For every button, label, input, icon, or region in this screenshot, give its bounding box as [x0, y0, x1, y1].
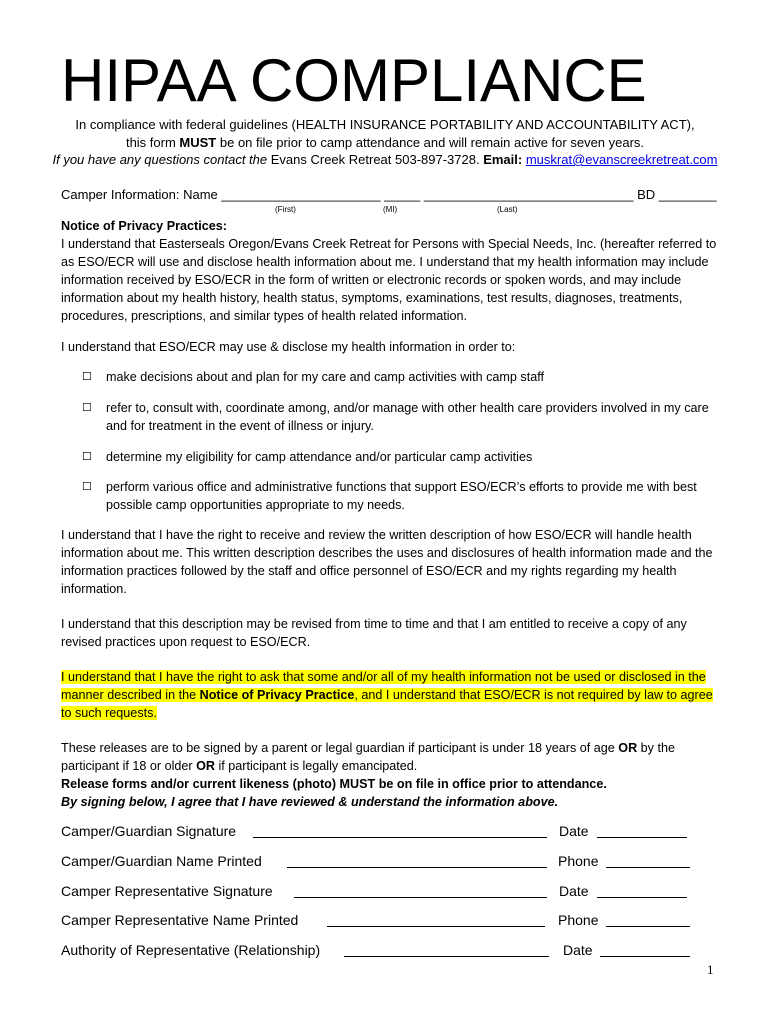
bullet-text: perform various office and administrative functions that support ESO/ECR’s efforts to provide me with best possible camp opportunities appropriate to my needs. — [106, 480, 697, 512]
signature-row — [61, 942, 593, 958]
phone-label: Phone — [558, 853, 599, 869]
bullet-text: refer to, consult with, coordinate among, and/or manage with other health care providers involved in my care and for treatment in the event of illness or injury. — [106, 401, 709, 433]
representative-name-field[interactable] — [327, 912, 545, 927]
name-printed-field[interactable] — [287, 853, 547, 868]
releases-section — [61, 739, 721, 811]
notice-paragraph: I understand that Easterseals Oregon/Evans Creek Retreat for Persons with Special Needs, Inc. (hereafter referred to as ESO/ECR will use and disclose health information about me. I understand that my health information may include information received by ESO/ECR in the form of written or electronic records or spoken words, and may include information about my health history, health status, symptoms, examinations, test results, diagnoses, treatments, procedures, prescriptions, and similar types of health related information. — [61, 237, 717, 323]
phone-field[interactable] — [606, 853, 690, 868]
representative-signature-field[interactable] — [294, 883, 547, 898]
signature-row — [61, 883, 589, 899]
signature-label: Camper/Guardian Signature — [61, 823, 237, 839]
highlight-bold: Notice of Privacy Practice — [199, 688, 355, 702]
bullet-text: make decisions about and plan for my care and camp activities with camp staff — [106, 370, 544, 384]
must-bold: MUST — [179, 134, 217, 150]
mi-sublabel: (MI) — [383, 205, 398, 214]
bullet-text: determine my eligibility for camp attendance and/or particular camp activities — [106, 450, 533, 464]
revised-paragraph: I understand that this description may be revised from time to time and that I am entitled to receive a copy of any revised practices upon request to ESO/ECR. — [61, 617, 687, 649]
last-name-sublabel: (Last) — [497, 205, 518, 214]
phone-field[interactable] — [606, 912, 690, 927]
releases-paragraph — [61, 739, 721, 775]
signature-row — [61, 823, 589, 839]
checkbox-icon[interactable]: ☐ — [82, 451, 92, 463]
date-field[interactable] — [597, 823, 687, 838]
date-label: Date — [559, 883, 589, 899]
signature-label: Camper Representative Signature — [61, 883, 273, 899]
date-field[interactable] — [597, 883, 687, 898]
releases-post: if participant is legally emancipated. — [215, 759, 418, 773]
highlight-post: , and I understand that ESO/ECR is not required by law to agree to such requests. — [61, 688, 713, 720]
intro-line-2-pre: this form — [125, 134, 180, 150]
notice-section — [61, 217, 721, 325]
email-label: Email: — [483, 152, 523, 167]
signature-field[interactable] — [253, 823, 547, 838]
checkbox-icon[interactable]: ☐ — [82, 402, 92, 414]
first-name-sublabel: (First) — [275, 205, 296, 214]
signature-label: Camper Representative Name Printed — [61, 912, 299, 928]
signature-row — [61, 853, 599, 869]
intro-line-1: In compliance with federal guidelines (HEALTH INSURANCE PORTABILITY AND ACCOUNTABILITY ACT), — [75, 117, 695, 132]
intro-line-3 — [40, 151, 730, 169]
notice-heading: Notice of Privacy Practices: — [61, 219, 227, 233]
use-intro: I understand that ESO/ECR may use & disclose my health information in order to: — [61, 340, 516, 354]
intro-line-2 — [40, 134, 730, 152]
or-bold: OR — [196, 759, 215, 773]
releases-mid: by the participant if 18 or older — [61, 741, 675, 773]
checkbox-icon[interactable]: ☐ — [82, 481, 92, 493]
releases-pre: These releases are to be signed by a parent or legal guardian if participant is under 18 years of age — [61, 741, 619, 755]
signature-label: Camper/Guardian Name Printed — [61, 853, 262, 869]
signing-agreement: By signing below, I agree that I have reviewed & understand the information above. — [61, 795, 559, 809]
contact-italic: If you have any questions contact the — [52, 152, 268, 167]
page-title: HIPAA COMPLIANCE — [61, 47, 647, 114]
date-label: Date — [563, 942, 593, 958]
page-number: 1 — [707, 962, 714, 977]
highlighted-paragraph — [61, 668, 721, 722]
signature-row — [61, 912, 599, 928]
right-to-review-paragraph: I understand that I have the right to receive and review the written description of how ESO/ECR will handle health information about me. This written description describes the uses and disclosures of health information made and the information practices followed by the staff and office personnel of ESO/ECR and my rights regarding my health information. — [61, 528, 713, 596]
checkbox-icon[interactable]: ☐ — [82, 371, 92, 383]
date-label: Date — [559, 823, 589, 839]
date-field[interactable] — [600, 942, 690, 957]
relationship-field[interactable] — [344, 942, 549, 957]
camper-info-line: Camper Information: Name ______________________ _____ _____________________________ BD ________ — [61, 187, 717, 202]
intro-line-2-post: be on file prior to camp attendance and will remain active for seven years. — [216, 134, 645, 150]
or-bold: OR — [618, 741, 638, 755]
email-link[interactable]: muskrat@evanscreekretreat.com — [525, 152, 718, 167]
phone-label: Phone — [558, 912, 599, 928]
intro-block — [40, 116, 730, 169]
highlight-pre: I understand that I have the right to ask that some and/or all of my health information not be used or disclosed in the manner described in the — [61, 670, 706, 702]
release-forms-notice: Release forms and/or current likeness (photo) MUST be on file in office prior to attendance. — [61, 777, 607, 791]
contact-phone: Evans Creek Retreat 503-897-3728. — [267, 152, 484, 167]
signature-label: Authority of Representative (Relationship) — [61, 942, 321, 958]
